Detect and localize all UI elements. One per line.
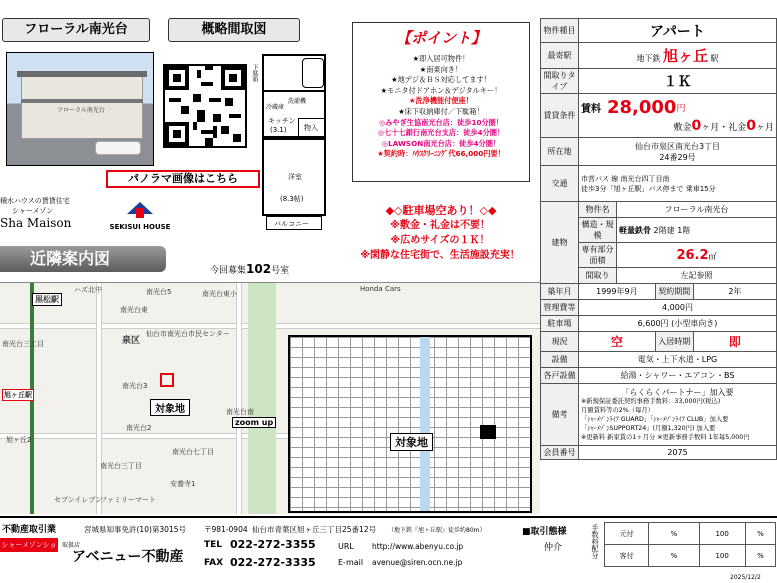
sekisui-house-icon [125,200,155,220]
recruit-room [210,262,289,276]
facilities-label: 設備 [541,352,579,368]
parking-available: ◆◇駐車場空あり！◇◆ [385,204,497,217]
point-item: ★即入居可物件！ [412,54,470,63]
bus-stop: 南光台四丁目南 [620,174,670,183]
panorama-link[interactable] [106,170,260,188]
equipment-value: 給湯・シャワー・エアコン・BS [579,368,777,384]
parked-car [95,141,141,155]
print-date: 2025/12/2 [730,574,761,581]
mgmt-value: 4,000円 [579,300,777,316]
url-link[interactable]: http://www.abenyu.co.jp [372,542,464,551]
address-line2: 24番29号 [659,152,696,162]
recruit-room-number: 102 [246,262,272,276]
mgmt-label: 管理費等 [541,300,579,316]
layout-label: 間取りタイプ [541,69,579,94]
map-target-inset: 対象地 [390,433,433,451]
bus-time: 乗車15分 [685,184,716,193]
fee-cell-pct2: % [745,523,775,545]
recruit-suffix: 号室 [271,266,290,276]
bus-line-label: 線 [611,174,619,183]
point-item: ★床下収納庫付／下駄箱！ [398,106,484,116]
remarks-label: 備考 [541,384,579,446]
bath-room [302,58,324,88]
neighborhood-title-tag [0,246,166,272]
map-label-10: セブンイレブン [54,496,103,504]
map-label-13: 仙台市南光台市民センター [146,330,230,338]
shamaison-brand [0,196,90,240]
map-label-11: ファミリーマート [100,496,156,504]
sekisui-house-text: SEKISUI HOUSE [109,223,171,231]
map-label-8: 南光台東小 [202,290,237,298]
target-marker [160,373,174,387]
floorplan-title-tag [168,18,300,42]
bus-name: 市営バス [581,174,609,183]
term-unit: 年 [733,287,742,296]
postal-code: 〒981-0904 [204,525,248,534]
map-label-asahigaoka: 旭ヶ丘駅 [4,391,32,399]
balcony-label: バルコニー [274,220,309,228]
western-size-label: (8.3帖) [280,195,304,203]
map-label-3: 旭ヶ丘2 [6,436,32,444]
tel-number: 022-272-3355 [230,538,316,551]
map-label-1: 南光台東 [120,306,148,314]
rent-unit: 円 [676,104,686,114]
closet-label: 物入 [304,124,318,132]
map-label-0: 南光台5 [146,288,172,296]
ad-label: 会員番号 [541,446,579,460]
fee-label: 手数料配分 [591,524,599,559]
map-label-kuromatsu: 黒松駅 [32,293,62,306]
remark-line: ※新規保証委託契約事務手数料：33,000円(税込) [581,397,721,405]
movein-label: 入居時期 [655,332,693,352]
floors-label: 階建 [658,225,675,235]
transport-label: 交通 [541,166,579,202]
western-label: 洋室 [288,173,302,181]
structure: 軽量鉄骨 [619,225,651,235]
point-item: ★モニタ付ドアホン＆デジタルキー！ [380,85,502,95]
rent-cond-label: 賃貸条件 [541,94,579,138]
footer [0,516,777,583]
zoom-up-label: zoom up [232,417,276,428]
point-item: ◎七十七銀行南光台支店：徒歩4分圏！ [377,128,505,138]
fridge-label: 冷蔵庫 [266,104,285,111]
sekisui-tagline-1: 積水ハウスの賃貸住宅 [0,197,70,205]
term-value: 2 [728,287,734,296]
fee-cell-pct1: % [649,545,699,567]
area-value: 26.2 [676,247,709,263]
map-label-12: 南光台南 [226,408,254,416]
fax-label: FAX [204,558,224,568]
company-name: アベニュー不動産 [72,549,184,565]
broker-type: 仲介 [544,543,563,553]
sekisui-house-logo [106,200,174,238]
map-label-6: 南光台七丁目 [172,448,214,456]
point-item: ◎みやぎ生協南光台店：徒歩10分圏！ [378,117,504,127]
license: 宮城県知事免許(10)第3015号 [84,525,186,534]
fee-cell-pct2: % [745,545,775,567]
building-balcony [21,99,143,103]
points-title: 【ポイント】 [395,29,486,47]
plan-value: 左記参照 [617,268,777,284]
rent-label: 賃料 [581,104,601,115]
panorama-label: パノラマ画像はこちら [128,172,238,185]
sekisui-tagline-2: シャーメゾン [12,207,54,215]
property-info-panel [540,18,777,460]
floor-value: 1 [677,225,683,235]
status-label: 現況 [541,332,579,352]
remark-line: 「ｼｬｰﾒｿﾞﾝSUPPORT24」(月額1,320円) 加入要 [581,424,716,432]
property-type: アパート [579,19,777,43]
layout-value: １Ｋ [579,69,777,94]
tel-label: TEL [204,540,223,550]
point-item: ★洗浄機能付便座！ [409,96,473,106]
washer-label: 洗濯機 [288,98,307,105]
road-4 [236,283,242,514]
shop-badge [0,538,58,563]
shamaison-logo: Sha Maison [0,216,72,230]
building-label: 建物 [541,202,579,284]
rent-value: 28,000 [607,97,677,118]
key-money-month: ヶ月 [755,123,774,133]
point-item: ★契約時：ﾊｳｽｸﾘｰﾆﾝｸﾞ代66,000円要！ [377,149,505,159]
getabako-label: 下駄箱 [251,64,258,82]
station-label: 最寄駅 [541,43,579,69]
kitchen-label: キッチン [268,117,296,125]
built-label: 築年月 [541,284,579,300]
area-label: 専有部分面積 [579,243,617,268]
building-roof [17,71,147,77]
points-notes [330,218,550,263]
note-area: ※閑静な住宅街で、生活施設充実！ [360,250,520,261]
deposit-label: 敷金 [673,123,692,133]
parking-label: 駐車場 [541,316,579,332]
fee-table [604,522,776,567]
fee-cell-left: 客付 [605,545,649,567]
point-item: ★地デジ＆ＢＳ対応してます！ [391,75,491,85]
point-item: ◎LAWSON南光台店：徒歩4分圏！ [381,138,501,148]
fax-number: 022-272-3335 [230,556,316,569]
fee-row [605,523,776,545]
company-address: 仙台市青葉区旭ヶ丘三丁目25番12号 [252,525,377,534]
station-suffix: 駅 [710,54,719,63]
address-line1: 仙台市泉区南光台3丁目 [634,141,721,151]
map-label-14: 南光台三工目 [2,340,44,348]
station-name: 旭ヶ丘 [662,47,708,65]
floor-plan [252,48,340,238]
property-name-tag [2,18,150,42]
recruit-prefix: 今回募集 [210,266,247,276]
neighborhood-title: 近隣案内図 [30,249,111,268]
map-label-izumi: 泉区 [122,336,141,346]
points-box [352,22,530,182]
green-belt [248,283,276,514]
remark-line: 「ｼｬｰﾒｿﾞﾝﾗｲﾌ GUARD」「ｼｬｰﾒｿﾞﾝﾗｲﾌ CLUB」加入要 [581,415,729,423]
inset-river [420,337,430,513]
type-label: 物件種目 [541,19,579,43]
email-link[interactable]: avenue@siren.ocn.ne.jp [372,558,463,567]
equipment-label: 各戸設備 [541,368,579,384]
building-name: フローラル南光台 [617,202,777,218]
walk-text: 徒歩3分「旭ヶ丘駅」バス停まで [581,184,684,193]
map-label-4: 南光台2 [126,424,152,432]
note-deposit: ※敷金・礼金は不要！ [390,220,490,231]
plan-label: 間取り [579,268,617,284]
address-label: 所在地 [541,138,579,166]
info-table [540,18,777,460]
remark-line: 「らくらくパートナー」加入要 [621,387,734,397]
floors-value: 2 [653,225,659,235]
fee-cell-val: 100 [699,545,745,567]
fee-cell-val: 100 [699,523,745,545]
floor-label: 階 [682,225,691,235]
company-access: （地下鉄『旭ヶ丘駅』徒歩約80m） [388,527,486,534]
map-label-2: 南光台3 [122,382,148,390]
inset-target-building [480,425,496,439]
zoom-inset-map [288,335,532,513]
movein-value: 即 [693,332,776,352]
area-unit: ㎡ [708,251,717,261]
map-label-5: 南光台三丁目 [100,462,142,470]
neighborhood-map [0,282,540,514]
term-label: 契約期間 [655,284,693,300]
qr-code-graphic [165,66,245,146]
property-name: フローラル南光台 [24,22,128,37]
fee-cell-left: 元付 [605,523,649,545]
deposit-value: 0 [691,118,702,134]
remarks-list [579,384,777,446]
building-photo [6,52,154,166]
point-item: ★南東向き！ [419,64,463,74]
built-value: 1999年9月 [579,284,656,300]
building-sign: フローラル南光台 [57,107,105,114]
deposit-month: ヶ月 [701,123,720,133]
deal-type-label: ■取引態様 [522,527,567,537]
agent-title: 不動産取引業 [2,525,57,535]
fee-cell-pct1: % [649,523,699,545]
points-list [353,54,529,160]
map-label-15: Honda Cars [360,285,401,293]
url-label: URL [338,542,354,551]
key-money-value: 0 [746,118,756,134]
remark-line: 月額賃料等の2%（毎月） [581,406,654,414]
map-target-left: 対象地 [150,399,190,416]
map-label-7: ハズ北中 [74,286,102,294]
bname-label: 物件名 [579,202,617,218]
qr-code-icon[interactable] [163,64,247,148]
kitchen-size-label: (3.1) [270,126,287,134]
road-3 [96,283,102,514]
facilities-value: 電気・上下水道・LPG [579,352,777,368]
email-label: E-mail [338,558,364,567]
status-value: 空 [579,332,656,352]
ad-number: 2075 [579,446,777,460]
map-label-9: 安養寺1 [170,480,196,488]
line-name: 地下鉄 [636,54,661,63]
note-size: ※広めサイズの１Ｋ！ [390,235,490,246]
parking-value: 6,600円 (小型車向き) [579,316,777,332]
struct-label: 構造・規模 [579,218,617,243]
company-prefix: 取扱店 [62,542,81,549]
floorplan-title: 概略間取図 [201,22,267,37]
remark-line: ※更新料 新家賃の1ヶ月分 ※更新事務手数料 1年毎5,000円 [581,433,750,441]
key-money-label: ・礼金 [719,123,747,133]
fee-row [605,545,776,567]
shop-name: シャーメゾンショップ [1,541,57,563]
